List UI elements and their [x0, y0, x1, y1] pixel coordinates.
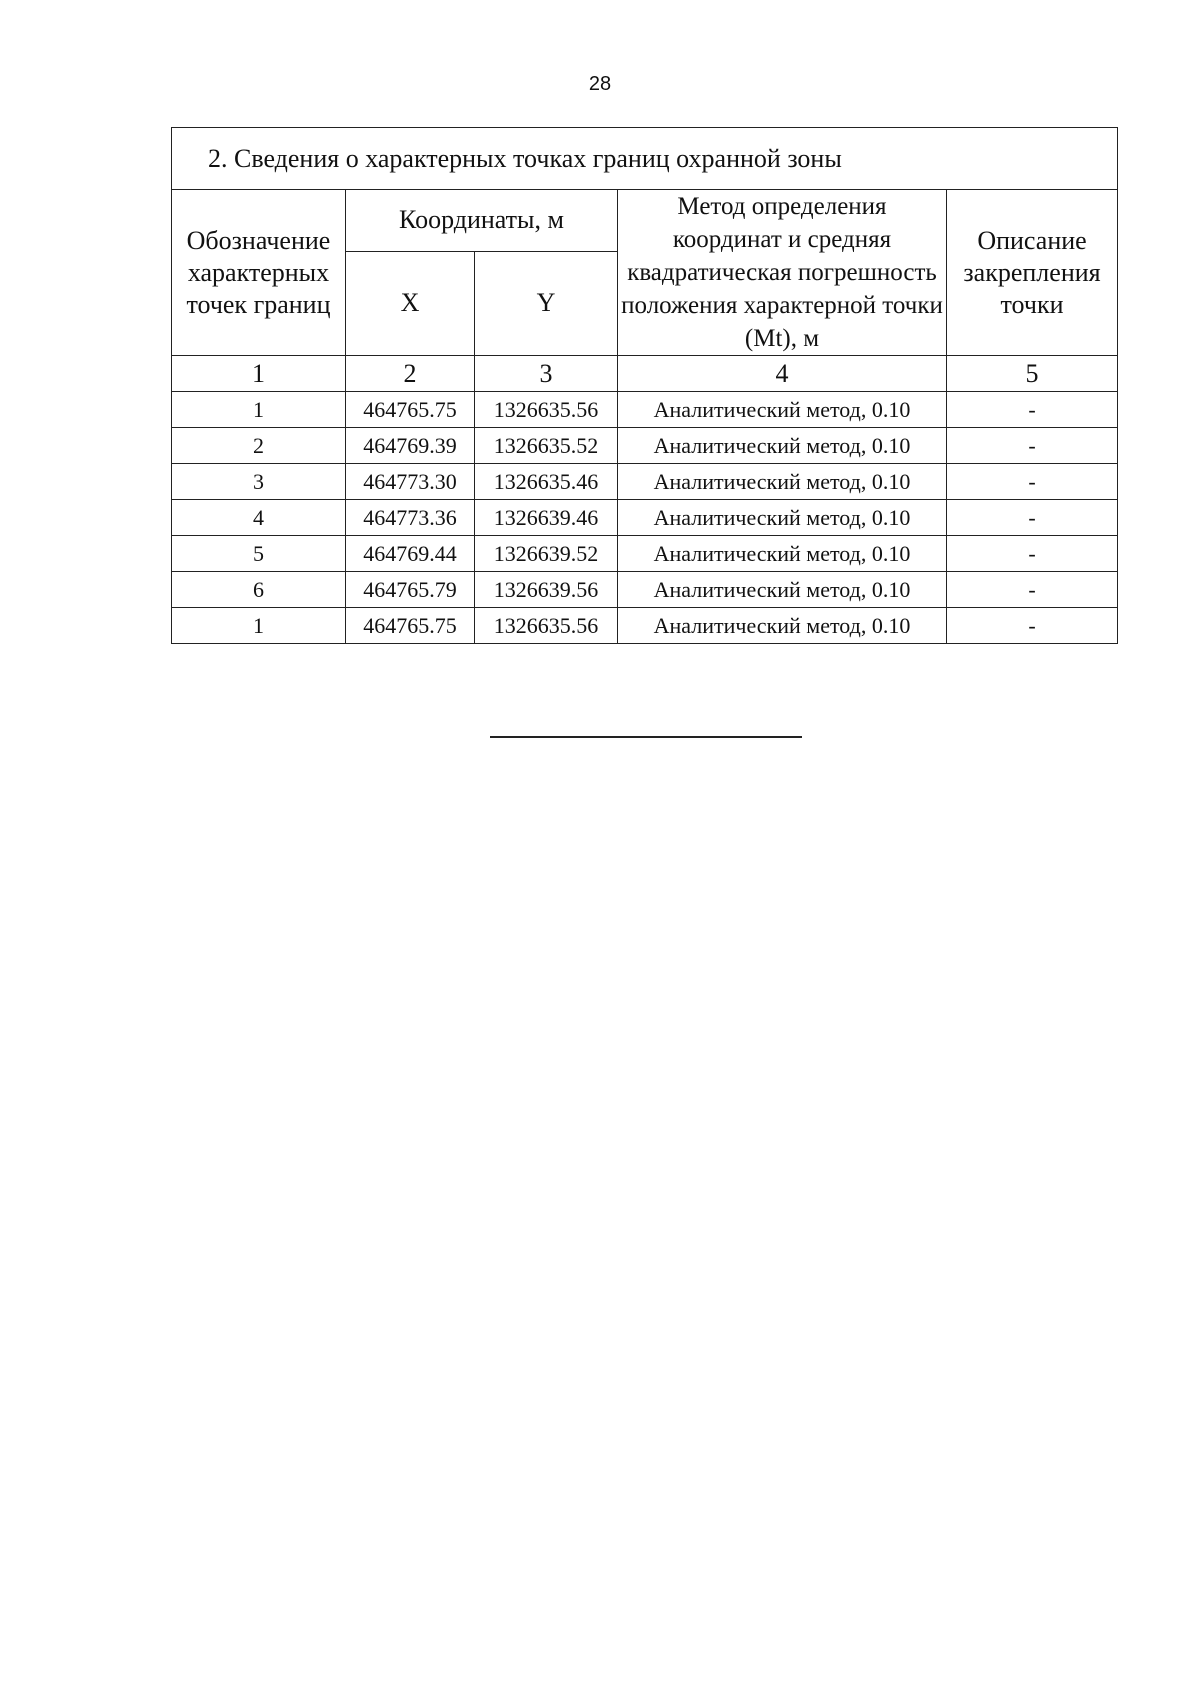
- point-cell: 3: [172, 464, 346, 500]
- y-cell: 1326635.52: [475, 428, 618, 464]
- header-row: [172, 190, 1118, 252]
- column-number: 5: [947, 356, 1118, 392]
- description-cell: -: [947, 428, 1118, 464]
- description-cell: -: [947, 536, 1118, 572]
- table-row: [172, 392, 1118, 428]
- header-method: Метод определения координат и средняя квадратическая погрешность положения характерной точки (Mt), м: [618, 190, 947, 356]
- y-cell: 1326635.56: [475, 608, 618, 644]
- description-cell: -: [947, 500, 1118, 536]
- closing-rule-divider: [490, 736, 802, 738]
- y-cell: 1326639.46: [475, 500, 618, 536]
- method-cell: Аналитический метод, 0.10: [618, 536, 947, 572]
- method-cell: Аналитический метод, 0.10: [618, 572, 947, 608]
- point-cell: 1: [172, 392, 346, 428]
- column-number-row: [172, 356, 1118, 392]
- x-cell: 464773.36: [346, 500, 475, 536]
- table-title: 2. Сведения о характерных точках границ охранной зоны: [172, 128, 1118, 190]
- table-row: [172, 428, 1118, 464]
- header-y: Y: [475, 251, 618, 355]
- x-cell: 464765.75: [346, 608, 475, 644]
- header-coordinates: Координаты, м: [346, 190, 618, 252]
- point-cell: 1: [172, 608, 346, 644]
- x-cell: 464773.30: [346, 464, 475, 500]
- y-cell: 1326635.46: [475, 464, 618, 500]
- column-number: 2: [346, 356, 475, 392]
- method-cell: Аналитический метод, 0.10: [618, 500, 947, 536]
- point-cell: 5: [172, 536, 346, 572]
- header-x: X: [346, 251, 475, 355]
- x-cell: 464769.39: [346, 428, 475, 464]
- table-row: [172, 572, 1118, 608]
- table-row: [172, 536, 1118, 572]
- column-number: 3: [475, 356, 618, 392]
- x-cell: 464765.79: [346, 572, 475, 608]
- header-designation: Обозначение характерных точек границ: [172, 190, 346, 356]
- y-cell: 1326639.52: [475, 536, 618, 572]
- table-row: [172, 464, 1118, 500]
- description-cell: -: [947, 392, 1118, 428]
- table-row: [172, 608, 1118, 644]
- point-cell: 4: [172, 500, 346, 536]
- y-cell: 1326639.56: [475, 572, 618, 608]
- boundary-points-table: [171, 127, 1118, 644]
- table-title-row: [172, 128, 1118, 190]
- point-cell: 2: [172, 428, 346, 464]
- header-description: Описание закрепления точки: [947, 190, 1118, 356]
- column-number: 4: [618, 356, 947, 392]
- x-cell: 464769.44: [346, 536, 475, 572]
- method-cell: Аналитический метод, 0.10: [618, 464, 947, 500]
- description-cell: -: [947, 464, 1118, 500]
- method-cell: Аналитический метод, 0.10: [618, 392, 947, 428]
- description-cell: -: [947, 572, 1118, 608]
- method-cell: Аналитический метод, 0.10: [618, 608, 947, 644]
- point-cell: 6: [172, 572, 346, 608]
- method-cell: Аналитический метод, 0.10: [618, 428, 947, 464]
- page-number: 28: [588, 73, 612, 95]
- table-row: [172, 500, 1118, 536]
- column-number: 1: [172, 356, 346, 392]
- y-cell: 1326635.56: [475, 392, 618, 428]
- description-cell: -: [947, 608, 1118, 644]
- x-cell: 464765.75: [346, 392, 475, 428]
